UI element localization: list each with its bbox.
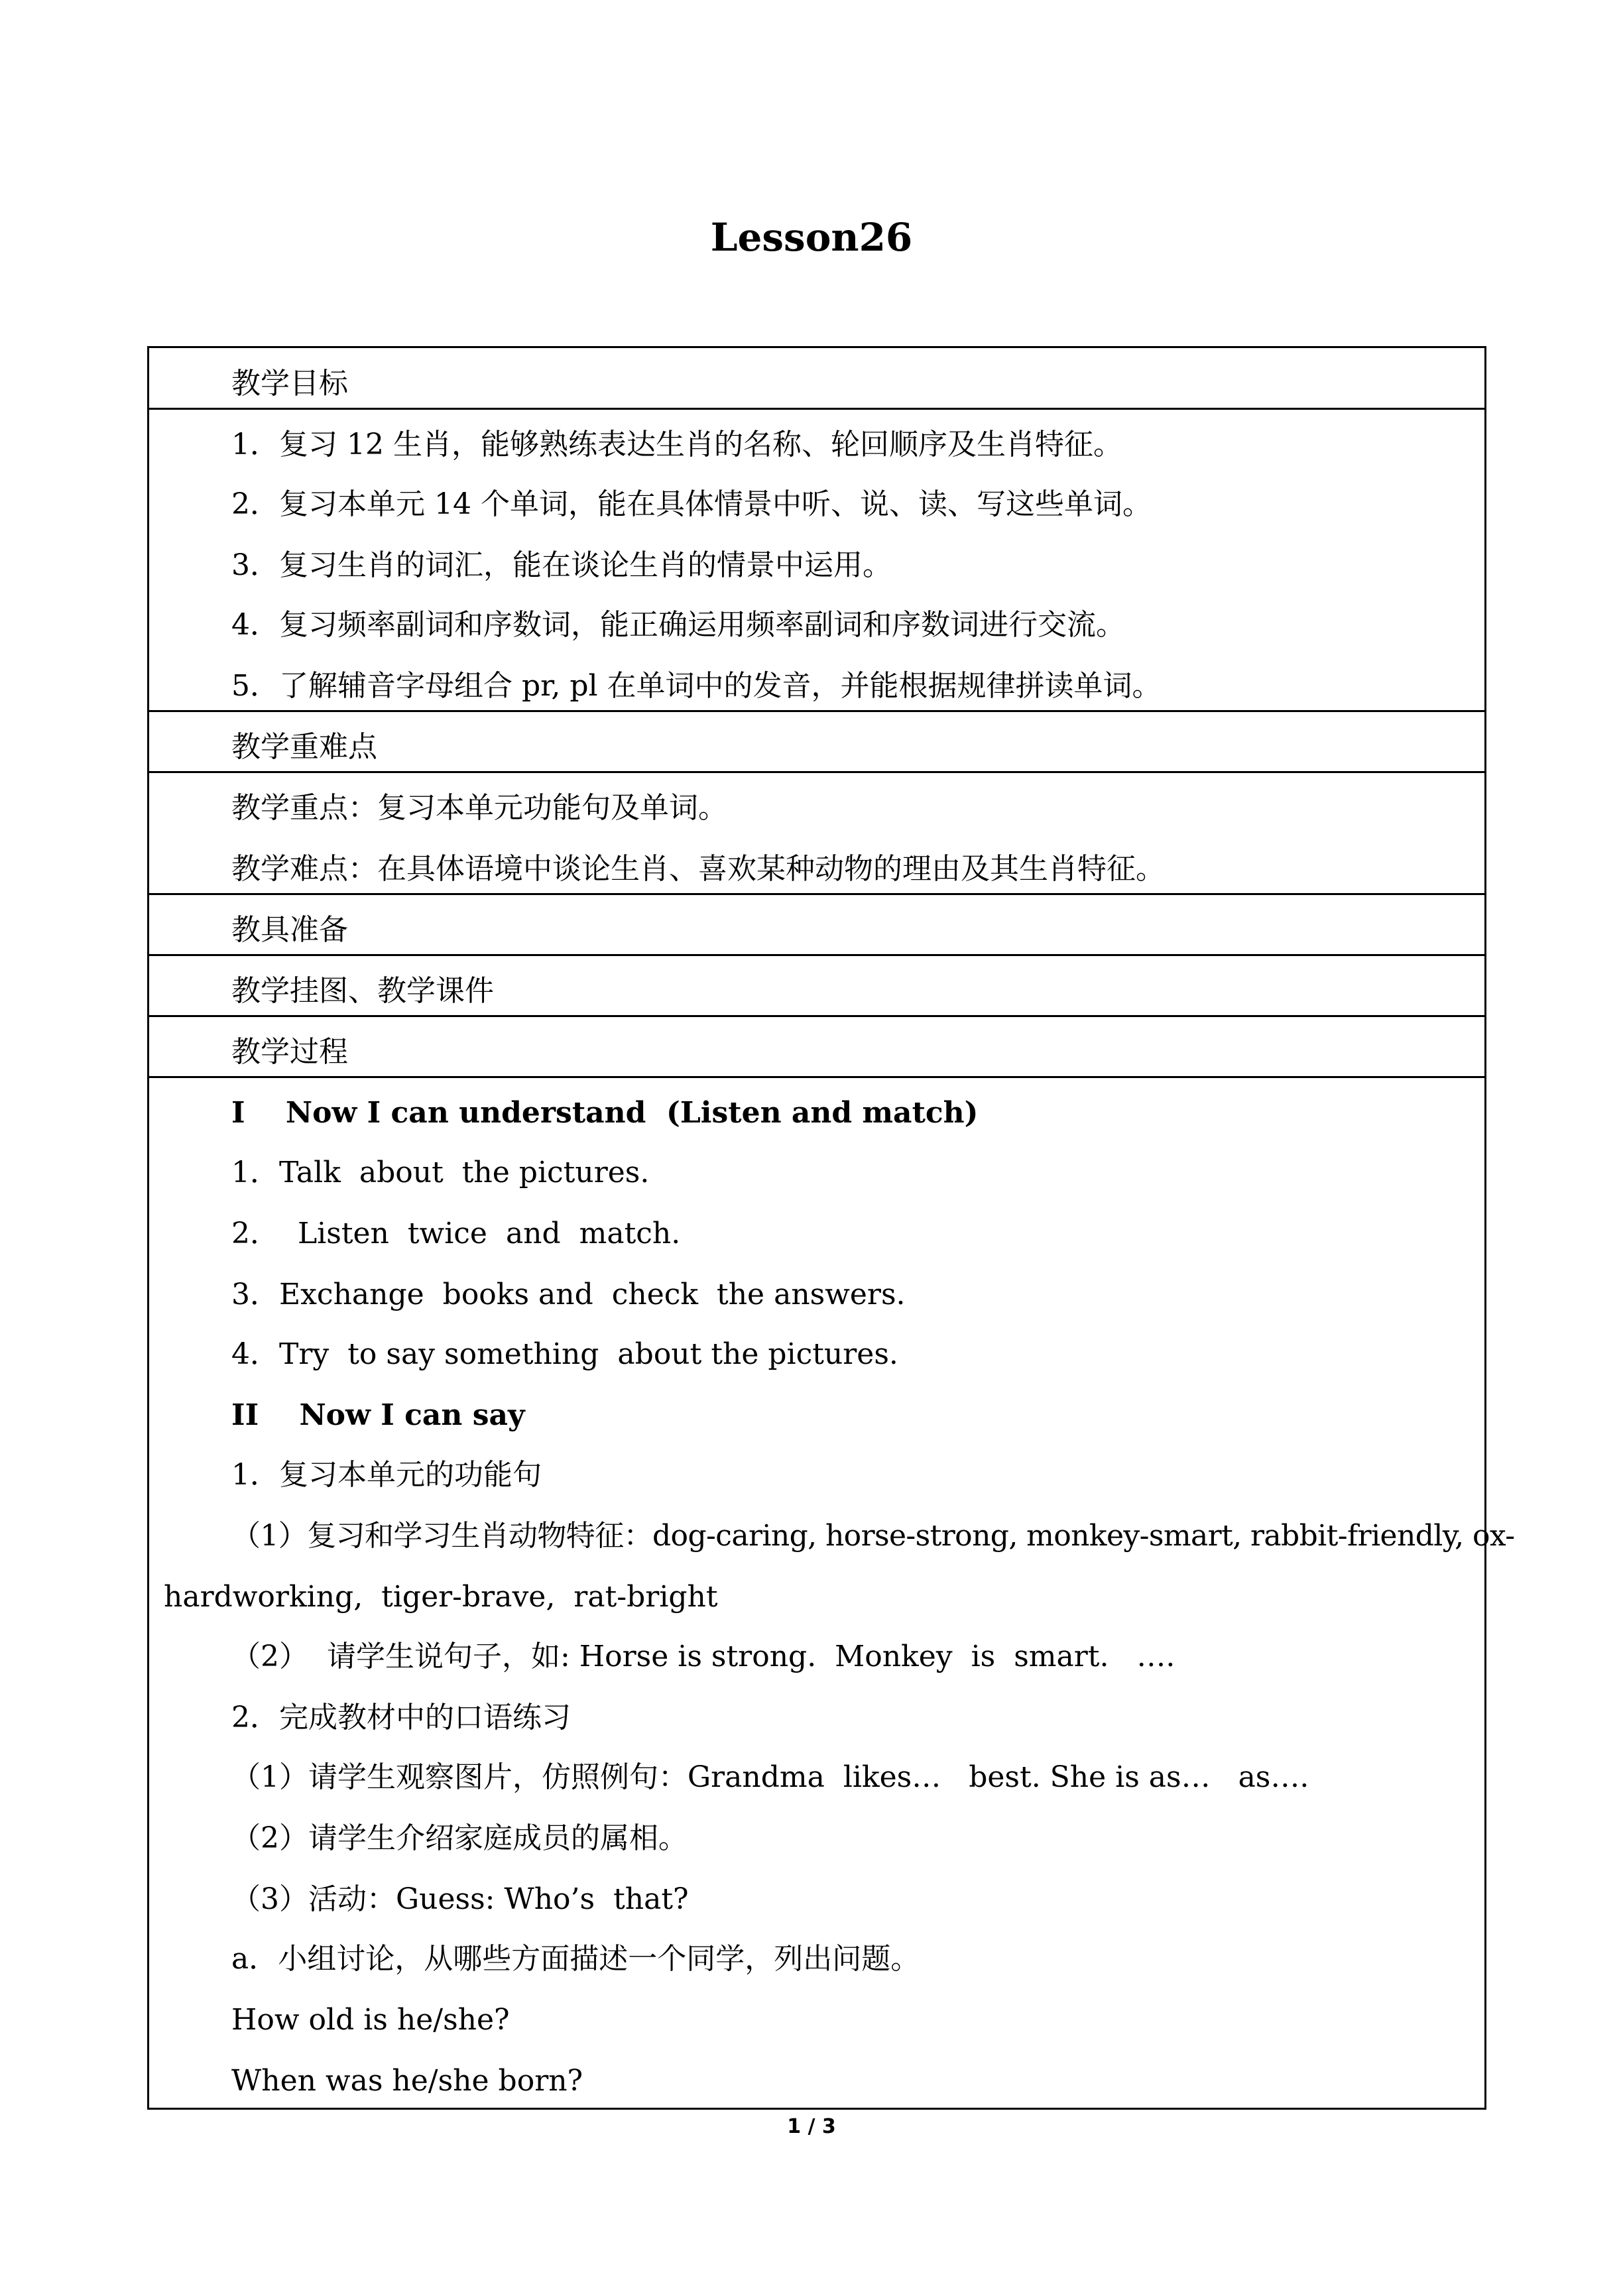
materials-content: 教学挂图、教学课件 <box>231 974 494 1008</box>
materials-header: 教具准备 <box>231 913 348 947</box>
objective-item: 5．了解辅音字母组合 pr, pl 在单词中的发音，并能根据规律拼读单词。 <box>231 669 1162 703</box>
objective-item: 2．复习本单元 14 个单词，能在具体情景中听、说、读、写这些单词。 <box>231 487 1152 521</box>
activity-item: a．小组讨论，从哪些方面描述一个同学，列出问题。 <box>231 1942 920 1976</box>
sub-item: （1）请学生观察图片，仿照例句：Grandma likes… best. She is as… as…. <box>231 1760 1309 1794</box>
sub-item: （3）活动：Guess: Who’s that? <box>231 1882 689 1916</box>
teaching-difficulty: 教学难点：在具体语境中谈论生肖、喜欢某种动物的理由及其生肖特征。 <box>231 852 1165 886</box>
row-divider <box>149 771 1484 773</box>
sub-item: （2）请学生介绍家庭成员的属相。 <box>231 1821 688 1855</box>
row-divider <box>149 1015 1484 1017</box>
section-heading: I Now I can understand (Listen and match) <box>231 1096 979 1130</box>
row-divider <box>149 893 1484 895</box>
row-divider <box>149 408 1484 410</box>
objectives-header: 教学目标 <box>231 367 348 400</box>
objective-item: 1．复习 12 生肖，能够熟练表达生肖的名称、轮回顺序及生肖特征。 <box>231 428 1122 461</box>
step-item: 2． Listen twice and match. <box>231 1217 681 1250</box>
step-item: 4．Try to say something about the pictures. <box>231 1337 898 1371</box>
sub-item: （1）复习和学习生肖动物特征：dog-caring, horse-strong, monkey-smart, rabbit-friendly, ox- <box>231 1519 1515 1553</box>
row-divider <box>149 710 1484 712</box>
key-points-header: 教学重难点 <box>231 730 377 764</box>
step-item: 2．完成教材中的口语练习 <box>231 1701 571 1734</box>
lesson-plan-table <box>147 346 1515 2110</box>
teaching-focus: 教学重点：复习本单元功能句及单词。 <box>231 791 727 825</box>
objective-item: 4．复习频率副词和序数词，能正确运用频率副词和序数词进行交流。 <box>231 608 1125 642</box>
step-item: 3．Exchange books and check the answers. <box>231 1278 906 1311</box>
step-item: 1．复习本单元的功能句 <box>231 1458 542 1492</box>
question-line: When was he/she born? <box>231 2064 583 2098</box>
process-header: 教学过程 <box>231 1035 348 1069</box>
objective-item: 3．复习生肖的词汇，能在谈论生肖的情景中运用。 <box>231 548 892 582</box>
row-divider <box>149 954 1484 956</box>
section-heading: II Now I can say <box>231 1398 525 1432</box>
row-divider <box>149 1076 1484 1078</box>
page-number: 1 / 3 <box>787 2115 836 2138</box>
page-title: Lesson26 <box>710 215 913 260</box>
question-line: How old is he/she? <box>231 2003 510 2037</box>
sub-item: （2） 请学生说句子，如: Horse is strong. Monkey is smart. …. <box>231 1640 1175 1673</box>
step-item: 1．Talk about the pictures. <box>231 1156 650 1189</box>
sub-item-continuation: hardworking, tiger-brave, rat-bright <box>164 1580 718 1614</box>
